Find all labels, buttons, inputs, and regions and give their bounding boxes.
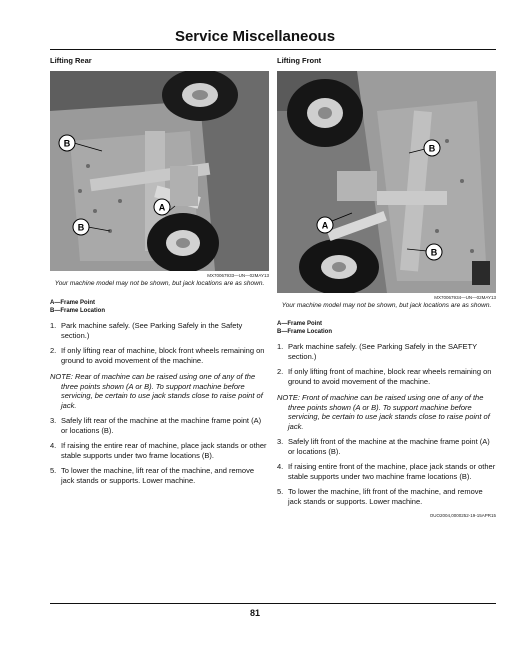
step-item: 3. Safely lift rear of the machine at the machine frame point (A) or locations (B).: [50, 416, 262, 435]
front-underside-photo: [277, 71, 496, 293]
page-title: Service Miscellaneous: [174, 28, 336, 45]
section-heading: Lifting Front: [277, 56, 322, 65]
figure-caption: Your machine model may not be shown, but jack locations are as shown.: [281, 302, 492, 309]
step-item: 5. To lower the machine, lift rear of the machine, and remove jack stands or supports. Lower machine.: [50, 466, 255, 485]
callout-b-upper: B: [63, 138, 71, 149]
step-item: 4. If raising the entire rear of machine, place jack stands or other stable supports under two frame locations (B).: [50, 441, 267, 460]
steps-list: [50, 321, 269, 365]
page-number: 81: [249, 608, 260, 618]
steps-list: [277, 342, 496, 386]
rear-underside-photo: [50, 71, 269, 271]
figure-caption: Your machine model may not be shown, but jack locations are as shown.: [54, 280, 265, 287]
step-item: 1. Park machine safely. (See Parking Safely in the Safety section.): [50, 321, 243, 340]
step-item: 4. If raising entire front of the machine, place jack stands or other stable supports under two machine frame locations (B).: [277, 462, 496, 481]
legend-item: A—Frame Point: [277, 321, 323, 327]
legend-item: B—Frame Location: [50, 307, 106, 314]
figure-legend: [277, 321, 496, 336]
rear-underside-illustration: [50, 71, 269, 271]
step-item: 1. Park machine safely. (See Parking Safely in the SAFETY section.): [277, 342, 477, 361]
figure-code: MX70067933—UN—02MAY13: [207, 273, 269, 278]
note-text: NOTE: Rear of machine can be raised using one of any of the three points shown (A or B). To support machine before servicing, be certain to use jack stands close to raise point of jack.: [50, 372, 263, 410]
steps-list-continued: [277, 437, 496, 506]
step-item: 2. If only lifting front of machine, block rear wheels remaining on ground to avoid movement of the machine.: [277, 367, 492, 386]
front-underside-illustration: [277, 71, 496, 293]
legend-item: B—Frame Location: [277, 328, 333, 335]
lifting-front-section: [277, 56, 496, 518]
lifting-rear-section: [50, 56, 269, 485]
title-divider: [50, 49, 496, 50]
legend-item: A—Frame Point: [50, 300, 96, 306]
step-item: 3. Safely lift front of the machine at the machine frame point (A) or locations (B).: [277, 437, 490, 456]
step-item: 5. To lower the machine, lift front of the machine, and remove jack stands or supports. Lower machine.: [277, 487, 483, 506]
callout-b-lower: B: [430, 247, 438, 258]
callout-b-upper: B: [428, 143, 436, 154]
reference-code: OUO2004,0000252-19-15APR15: [429, 513, 496, 518]
steps-list-continued: [50, 416, 269, 485]
section-heading: Lifting Rear: [50, 56, 92, 65]
figure-code: MX70067934—UN—02MAY13: [434, 295, 496, 300]
step-item: 2. If only lifting rear of machine, block front wheels remaining on ground to avoid movement of the machine.: [50, 346, 265, 365]
callout-b-lower: B: [77, 222, 85, 233]
figure-legend: [50, 300, 269, 315]
callout-a: A: [158, 202, 166, 213]
note-text: NOTE: Front of machine can be raised using one of any of the three points shown (A or B). To support machine before servicing, be certain to use jack stands close to raise point of jack.: [277, 393, 490, 431]
callout-a: A: [321, 220, 329, 231]
footer-divider: [50, 603, 496, 604]
